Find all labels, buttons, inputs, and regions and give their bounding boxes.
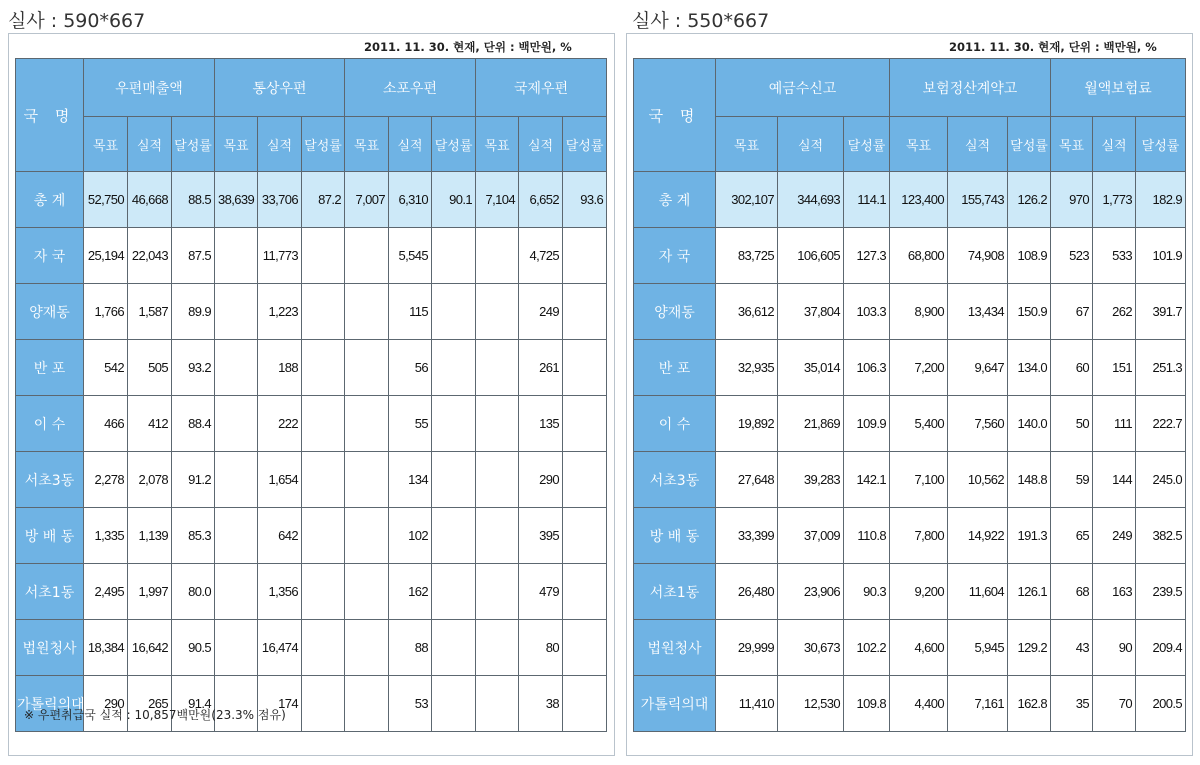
group-header: 우편매출액 <box>84 59 215 117</box>
table-cell: 39,283 <box>778 452 844 508</box>
subheader-cell: 목표 <box>345 117 389 172</box>
table-cell: 344,693 <box>778 172 844 228</box>
subheader-cell: 달성률 <box>563 117 607 172</box>
table-cell: 9,200 <box>890 564 948 620</box>
table-cell <box>563 284 607 340</box>
table-row <box>16 508 607 564</box>
table-cell: 7,007 <box>345 172 389 228</box>
table-cell: 46,668 <box>128 172 172 228</box>
table-cell: 90.5 <box>172 620 215 676</box>
group-header: 소포우편 <box>345 59 476 117</box>
right-table <box>633 58 1186 732</box>
table-row <box>634 340 1186 396</box>
table-cell: 134 <box>389 452 432 508</box>
subheader-cell: 실적 <box>1093 117 1136 172</box>
table-cell: 123,400 <box>890 172 948 228</box>
table-cell <box>476 620 519 676</box>
table-cell: 115 <box>389 284 432 340</box>
table-cell: 22,043 <box>128 228 172 284</box>
table-cell: 55 <box>389 396 432 452</box>
table-cell: 542 <box>84 340 128 396</box>
table-cell: 91.2 <box>172 452 215 508</box>
table-cell: 135 <box>519 396 563 452</box>
table-cell: 144 <box>1093 452 1136 508</box>
table-cell: 35,014 <box>778 340 844 396</box>
table-cell: 56 <box>389 340 432 396</box>
table-cell: 182.9 <box>1136 172 1186 228</box>
table-cell <box>476 228 519 284</box>
table-cell <box>476 452 519 508</box>
table-cell <box>476 508 519 564</box>
row-name: 양재동 <box>634 284 716 340</box>
table-cell <box>302 676 345 732</box>
table-cell: 109.9 <box>844 396 890 452</box>
name-column-header: 국 명 <box>634 59 716 172</box>
table-cell: 412 <box>128 396 172 452</box>
name-column-header: 국 명 <box>16 59 84 172</box>
table-cell: 70 <box>1093 676 1136 732</box>
table-cell: 6,652 <box>519 172 563 228</box>
subheader-cell: 목표 <box>716 117 778 172</box>
table-row <box>16 620 607 676</box>
table-cell: 37,804 <box>778 284 844 340</box>
table-cell: 127.3 <box>844 228 890 284</box>
table-cell <box>345 620 389 676</box>
table-row <box>634 228 1186 284</box>
table-cell: 90.1 <box>432 172 476 228</box>
table-cell <box>302 620 345 676</box>
table-cell <box>563 564 607 620</box>
row-name: 자 국 <box>16 228 84 284</box>
table-cell: 88 <box>389 620 432 676</box>
row-name: 반 포 <box>634 340 716 396</box>
table-cell: 174 <box>258 676 302 732</box>
table-row <box>634 172 1186 228</box>
table-cell: 59 <box>1051 452 1093 508</box>
table-cell: 85.3 <box>172 508 215 564</box>
table-cell <box>215 676 258 732</box>
table-cell: 50 <box>1051 396 1093 452</box>
table-cell: 108.9 <box>1008 228 1051 284</box>
table-cell: 4,400 <box>890 676 948 732</box>
table-cell: 151 <box>1093 340 1136 396</box>
table-row <box>16 340 607 396</box>
group-header: 보험정산계약고 <box>890 59 1051 117</box>
subheader-cell: 실적 <box>778 117 844 172</box>
table-cell <box>432 396 476 452</box>
table-cell: 16,474 <box>258 620 302 676</box>
table-cell <box>345 508 389 564</box>
table-cell <box>302 508 345 564</box>
row-name: 가톨릭의대 <box>634 676 716 732</box>
table-cell: 33,399 <box>716 508 778 564</box>
table-cell: 1,356 <box>258 564 302 620</box>
table-cell: 80 <box>519 620 563 676</box>
table-cell: 155,743 <box>948 172 1008 228</box>
table-cell: 222.7 <box>1136 396 1186 452</box>
table-cell: 12,530 <box>778 676 844 732</box>
table-row <box>634 564 1186 620</box>
row-name: 이 수 <box>634 396 716 452</box>
table-cell: 466 <box>84 396 128 452</box>
table-cell <box>215 508 258 564</box>
table-cell: 970 <box>1051 172 1093 228</box>
table-cell: 101.9 <box>1136 228 1186 284</box>
subheader-cell: 달성률 <box>1008 117 1051 172</box>
table-cell <box>432 676 476 732</box>
subheader-cell: 달성률 <box>1136 117 1186 172</box>
table-cell: 209.4 <box>1136 620 1186 676</box>
table-cell <box>563 396 607 452</box>
table-cell: 26,480 <box>716 564 778 620</box>
table-cell: 83,725 <box>716 228 778 284</box>
table-cell: 642 <box>258 508 302 564</box>
right-caption: 실사 : 550*667 <box>632 10 770 32</box>
table-cell: 93.2 <box>172 340 215 396</box>
table-cell: 7,800 <box>890 508 948 564</box>
table-cell: 25,194 <box>84 228 128 284</box>
table-cell: 142.1 <box>844 452 890 508</box>
table-cell: 6,310 <box>389 172 432 228</box>
table-cell: 2,495 <box>84 564 128 620</box>
table-cell: 88.5 <box>172 172 215 228</box>
table-cell: 43 <box>1051 620 1093 676</box>
table-cell: 38 <box>519 676 563 732</box>
subheader-cell: 실적 <box>948 117 1008 172</box>
table-cell: 29,999 <box>716 620 778 676</box>
table-cell: 245.0 <box>1136 452 1186 508</box>
table-cell <box>215 396 258 452</box>
table-cell: 68 <box>1051 564 1093 620</box>
subheader-cell: 달성률 <box>302 117 345 172</box>
table-cell: 126.1 <box>1008 564 1051 620</box>
table-cell: 251.3 <box>1136 340 1186 396</box>
table-row <box>634 620 1186 676</box>
table-cell <box>302 564 345 620</box>
table-cell <box>563 340 607 396</box>
table-cell: 88.4 <box>172 396 215 452</box>
table-cell <box>302 396 345 452</box>
table-cell: 106,605 <box>778 228 844 284</box>
table-cell: 38,639 <box>215 172 258 228</box>
table-cell: 106.3 <box>844 340 890 396</box>
table-cell <box>302 340 345 396</box>
table-cell: 19,892 <box>716 396 778 452</box>
table-cell: 10,562 <box>948 452 1008 508</box>
table-row <box>16 172 607 228</box>
table-cell: 16,642 <box>128 620 172 676</box>
row-name: 이 수 <box>16 396 84 452</box>
table-row <box>634 676 1186 732</box>
table-row <box>16 396 607 452</box>
table-cell: 4,725 <box>519 228 563 284</box>
table-row <box>16 228 607 284</box>
table-cell: 89.9 <box>172 284 215 340</box>
table-row <box>16 452 607 508</box>
table-cell <box>345 564 389 620</box>
table-row <box>16 564 607 620</box>
table-cell: 9,647 <box>948 340 1008 396</box>
table-cell: 13,434 <box>948 284 1008 340</box>
table-cell: 1,773 <box>1093 172 1136 228</box>
table-cell <box>563 452 607 508</box>
table-cell <box>476 396 519 452</box>
table-cell: 290 <box>84 676 128 732</box>
table-cell <box>432 228 476 284</box>
table-cell <box>476 340 519 396</box>
table-cell: 533 <box>1093 228 1136 284</box>
table-cell: 90 <box>1093 620 1136 676</box>
subheader-cell: 목표 <box>84 117 128 172</box>
row-name: 가톨릭의대 <box>16 676 84 732</box>
table-cell <box>302 452 345 508</box>
table-cell <box>476 676 519 732</box>
table-cell: 87.5 <box>172 228 215 284</box>
table-cell: 30,673 <box>778 620 844 676</box>
table-cell: 67 <box>1051 284 1093 340</box>
table-cell: 110.8 <box>844 508 890 564</box>
table-cell: 7,100 <box>890 452 948 508</box>
table-cell: 239.5 <box>1136 564 1186 620</box>
row-name: 서초1동 <box>16 564 84 620</box>
left-date-note: 2011. 11. 30. 현재, 단위 : 백만원, % <box>364 40 572 54</box>
table-cell <box>215 452 258 508</box>
table-cell: 18,384 <box>84 620 128 676</box>
table-cell: 35 <box>1051 676 1093 732</box>
table-cell: 111 <box>1093 396 1136 452</box>
table-cell: 109.8 <box>844 676 890 732</box>
subheader-cell: 실적 <box>519 117 563 172</box>
table-cell: 162.8 <box>1008 676 1051 732</box>
row-name: 총 계 <box>634 172 716 228</box>
table-cell: 11,604 <box>948 564 1008 620</box>
table-cell: 8,900 <box>890 284 948 340</box>
table-cell: 37,009 <box>778 508 844 564</box>
table-cell: 222 <box>258 396 302 452</box>
left-table <box>15 58 607 732</box>
table-cell: 36,612 <box>716 284 778 340</box>
table-cell: 7,161 <box>948 676 1008 732</box>
table-cell <box>476 284 519 340</box>
table-cell: 74,908 <box>948 228 1008 284</box>
table-cell: 1,139 <box>128 508 172 564</box>
table-cell <box>215 340 258 396</box>
table-cell: 11,410 <box>716 676 778 732</box>
table-cell: 14,922 <box>948 508 1008 564</box>
table-cell: 60 <box>1051 340 1093 396</box>
table-cell: 103.3 <box>844 284 890 340</box>
table-cell: 162 <box>389 564 432 620</box>
table-cell <box>563 620 607 676</box>
table-cell: 4,600 <box>890 620 948 676</box>
table-cell <box>432 284 476 340</box>
subheader-cell: 목표 <box>215 117 258 172</box>
right-date-note: 2011. 11. 30. 현재, 단위 : 백만원, % <box>949 40 1157 54</box>
subheader-cell: 목표 <box>476 117 519 172</box>
table-cell: 21,869 <box>778 396 844 452</box>
row-name: 서초3동 <box>16 452 84 508</box>
group-header: 통상우편 <box>215 59 345 117</box>
table-cell: 188 <box>258 340 302 396</box>
table-cell: 27,648 <box>716 452 778 508</box>
table-cell <box>302 228 345 284</box>
subheader-cell: 실적 <box>128 117 172 172</box>
row-name: 자 국 <box>634 228 716 284</box>
table-cell: 290 <box>519 452 563 508</box>
table-cell: 91.4 <box>172 676 215 732</box>
table-cell <box>563 228 607 284</box>
row-name: 법원청사 <box>16 620 84 676</box>
table-row <box>634 508 1186 564</box>
table-cell: 140.0 <box>1008 396 1051 452</box>
subheader-cell: 실적 <box>258 117 302 172</box>
table-cell: 33,706 <box>258 172 302 228</box>
row-name: 방 배 동 <box>16 508 84 564</box>
table-cell <box>215 228 258 284</box>
table-cell: 148.8 <box>1008 452 1051 508</box>
table-cell: 23,906 <box>778 564 844 620</box>
table-cell: 5,545 <box>389 228 432 284</box>
row-name: 서초1동 <box>634 564 716 620</box>
table-cell: 479 <box>519 564 563 620</box>
table-cell: 249 <box>519 284 563 340</box>
table-cell <box>345 396 389 452</box>
table-cell <box>215 564 258 620</box>
table-cell <box>432 564 476 620</box>
table-cell: 87.2 <box>302 172 345 228</box>
subheader-cell: 목표 <box>890 117 948 172</box>
table-cell: 129.2 <box>1008 620 1051 676</box>
table-cell <box>563 508 607 564</box>
table-cell <box>345 228 389 284</box>
table-cell <box>345 676 389 732</box>
table-cell: 391.7 <box>1136 284 1186 340</box>
table-cell: 302,107 <box>716 172 778 228</box>
row-name: 반 포 <box>16 340 84 396</box>
table-row <box>634 284 1186 340</box>
table-cell: 382.5 <box>1136 508 1186 564</box>
table-cell: 5,400 <box>890 396 948 452</box>
table-cell: 1,654 <box>258 452 302 508</box>
table-cell <box>345 284 389 340</box>
table-cell: 90.3 <box>844 564 890 620</box>
subheader-cell: 달성률 <box>172 117 215 172</box>
table-cell: 523 <box>1051 228 1093 284</box>
table-cell: 93.6 <box>563 172 607 228</box>
table-cell: 505 <box>128 340 172 396</box>
table-cell: 1,997 <box>128 564 172 620</box>
table-cell: 114.1 <box>844 172 890 228</box>
table-cell: 262 <box>1093 284 1136 340</box>
table-cell: 65 <box>1051 508 1093 564</box>
table-cell: 80.0 <box>172 564 215 620</box>
table-cell <box>432 620 476 676</box>
table-cell: 261 <box>519 340 563 396</box>
table-cell <box>563 676 607 732</box>
subheader-cell: 실적 <box>389 117 432 172</box>
row-name: 서초3동 <box>634 452 716 508</box>
table-row <box>634 396 1186 452</box>
table-cell: 265 <box>128 676 172 732</box>
table-cell: 7,200 <box>890 340 948 396</box>
table-cell: 102 <box>389 508 432 564</box>
table-row <box>16 676 607 732</box>
table-cell: 52,750 <box>84 172 128 228</box>
subheader-cell: 달성률 <box>432 117 476 172</box>
table-cell: 1,766 <box>84 284 128 340</box>
table-cell <box>432 340 476 396</box>
table-cell: 7,560 <box>948 396 1008 452</box>
table-cell: 68,800 <box>890 228 948 284</box>
group-header: 예금수신고 <box>716 59 890 117</box>
table-cell: 7,104 <box>476 172 519 228</box>
group-header: 국제우편 <box>476 59 607 117</box>
table-cell <box>302 284 345 340</box>
table-cell: 163 <box>1093 564 1136 620</box>
group-header: 월액보험료 <box>1051 59 1186 117</box>
subheader-cell: 목표 <box>1051 117 1093 172</box>
table-cell: 2,078 <box>128 452 172 508</box>
table-cell <box>432 508 476 564</box>
table-cell: 150.9 <box>1008 284 1051 340</box>
table-cell <box>215 284 258 340</box>
table-cell: 11,773 <box>258 228 302 284</box>
table-cell: 5,945 <box>948 620 1008 676</box>
subheader-cell: 달성률 <box>844 117 890 172</box>
table-cell: 191.3 <box>1008 508 1051 564</box>
table-cell: 53 <box>389 676 432 732</box>
table-cell: 1,223 <box>258 284 302 340</box>
table-cell <box>345 452 389 508</box>
table-cell <box>215 620 258 676</box>
left-footnote: ※ 우편취급국 실적 : 10,857백만원(23.3% 점유) <box>24 708 286 722</box>
table-cell: 1,335 <box>84 508 128 564</box>
table-cell <box>476 564 519 620</box>
table-cell: 200.5 <box>1136 676 1186 732</box>
table-cell <box>345 340 389 396</box>
row-name: 법원청사 <box>634 620 716 676</box>
table-row <box>634 452 1186 508</box>
left-caption: 실사 : 590*667 <box>8 10 146 32</box>
table-cell: 249 <box>1093 508 1136 564</box>
table-cell: 32,935 <box>716 340 778 396</box>
row-name: 방 배 동 <box>634 508 716 564</box>
table-cell: 102.2 <box>844 620 890 676</box>
table-cell <box>432 452 476 508</box>
table-cell: 1,587 <box>128 284 172 340</box>
table-cell: 126.2 <box>1008 172 1051 228</box>
row-name: 총 계 <box>16 172 84 228</box>
row-name: 양재동 <box>16 284 84 340</box>
table-cell: 134.0 <box>1008 340 1051 396</box>
table-cell: 2,278 <box>84 452 128 508</box>
table-cell: 395 <box>519 508 563 564</box>
table-row <box>16 284 607 340</box>
